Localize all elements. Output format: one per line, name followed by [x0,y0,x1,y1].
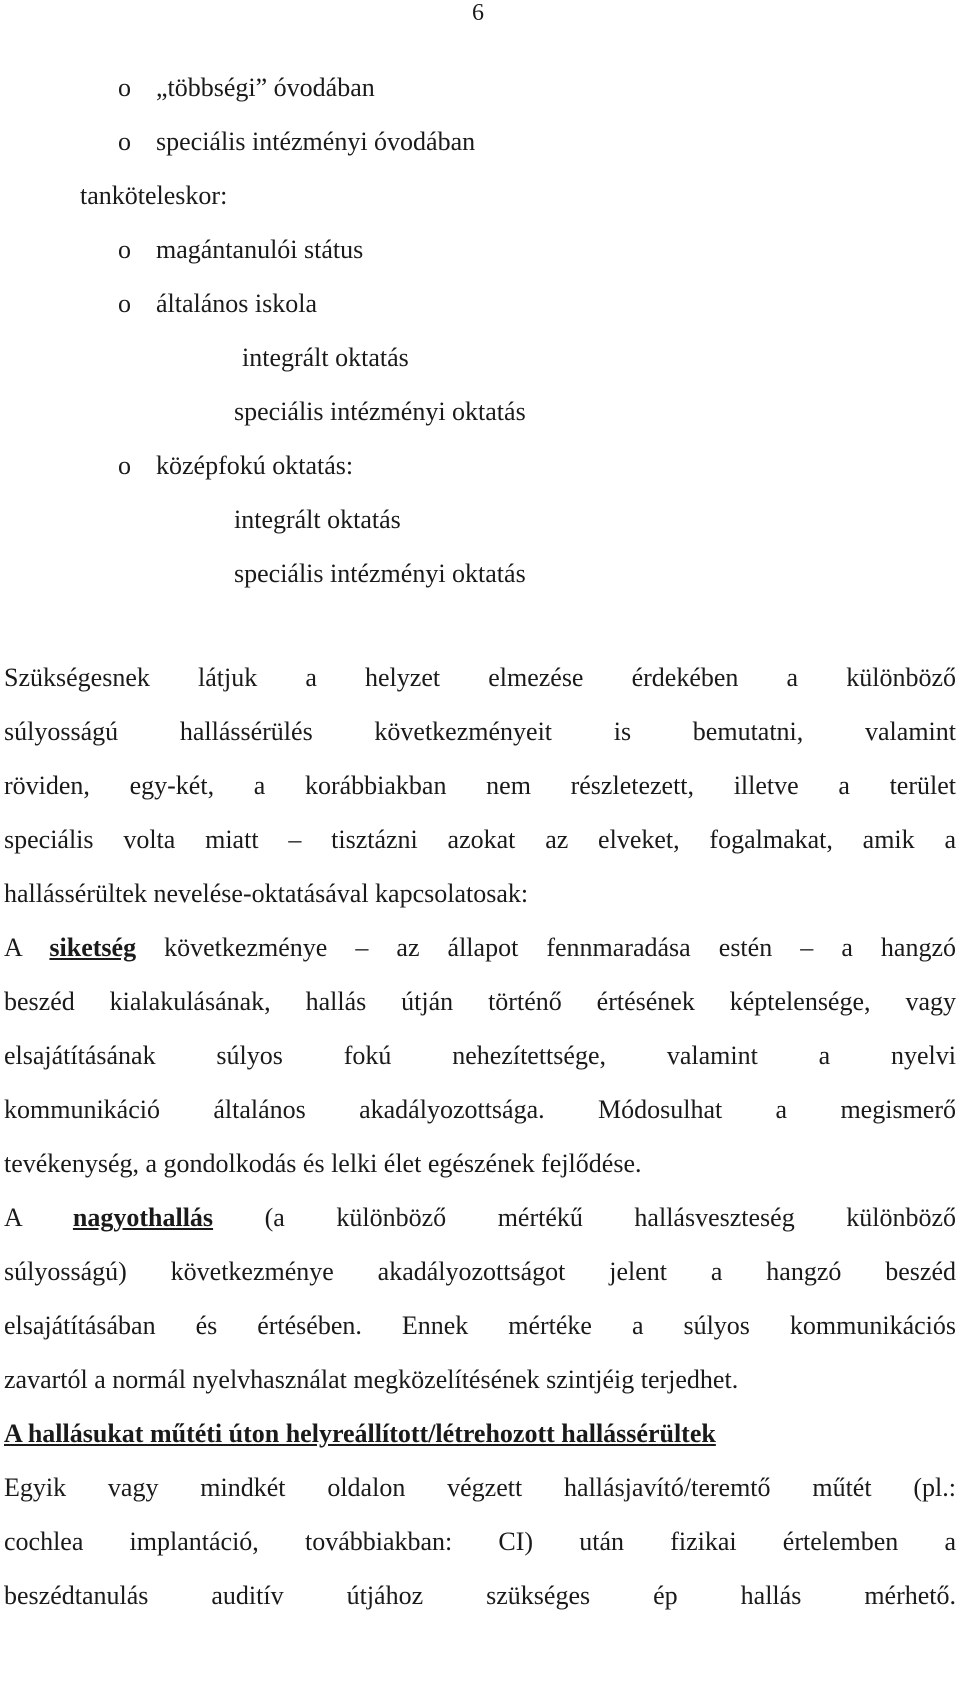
paragraph-line: röviden, egy-két, a korábbiakban nem részletezett, illetve a terület [4,771,956,800]
paragraph-line: speciális volta miatt – tisztázni azokat az elveket, fogalmakat, amik a [4,825,956,854]
text-run: következménye – az állapot fennmaradása estén – a hangzó [164,933,956,962]
section-heading [4,1418,716,1450]
paragraph-line: kommunikáció általános akadályozottsága. Módosulhat a megismerő [4,1095,956,1124]
list-item-text: magántanulói státus [156,235,364,264]
list-item-text: „többségi” óvodában [156,73,375,102]
sub-list-item: integrált oktatás [242,343,409,372]
list-item [118,72,375,104]
list-item-text: speciális intézményi óvodában [156,127,476,156]
list-heading: tanköteleskor: [80,181,228,210]
bullet-marker: o [118,127,131,156]
sub-list-item: integrált oktatás [234,505,401,534]
paragraph-line: súlyosságú hallássérülés következményeit is bemutatni, valamint [4,717,956,746]
bullet-marker: o [118,235,131,264]
paragraph-line: beszéd kialakulásának, hallás útján történő értésének képtelensége, vagy [4,987,956,1016]
paragraph-line: Egyik vagy mindkét oldalon végzett hallásjavító/teremtő műtét (pl.: [4,1473,956,1502]
paragraph-line: elsajátításának súlyos fokú nehezítettsége, valamint a nyelvi [4,1041,956,1070]
paragraph-line: zavartól a normál nyelvhasználat megközelítésének szintjéig terjedhet. [4,1365,739,1394]
section-heading-text: A hallásukat műtéti úton helyreállított/létrehozott hallássérültek [4,1419,716,1448]
text-run: A [4,1203,22,1232]
sub-list-item: speciális intézményi oktatás [234,397,526,426]
list-item-text: általános iskola [156,289,318,318]
bullet-marker: o [118,73,131,102]
paragraph-line: tevékenység, a gondolkodás és lelki élet egészének fejlődése. [4,1149,642,1178]
term-nagyothallas: nagyothallás [72,1203,214,1232]
page-number: 6 [472,0,484,26]
sub-list-item: speciális intézményi oktatás [234,559,526,588]
list-item [118,450,353,482]
paragraph-line [4,1202,956,1234]
paragraph-line [4,932,956,964]
paragraph-line: beszédtanulás auditív útjához szükséges ép hallás mérhető. [4,1581,956,1610]
bullet-marker: o [118,451,131,480]
list-item [118,234,363,266]
paragraph-line: súlyosságú) következménye akadályozottságot jelent a hangzó beszéd [4,1257,956,1286]
paragraph-line: Szükségesnek látjuk a helyzet elmezése érdekében a különböző [4,663,956,692]
text-run: A [4,933,22,962]
term-siketseg: siketség [49,933,137,962]
paragraph-line: hallássérültek nevelése-oktatásával kapcsolatosak: [4,879,529,908]
list-item-text: középfokú oktatás: [156,451,354,480]
bullet-marker: o [118,289,131,318]
paragraph-line: cochlea implantáció, továbbiakban: CI) után fizikai értelemben a [4,1527,956,1556]
text-run: (a különböző mértékű hallásveszteség különböző [264,1203,957,1232]
list-item [118,126,475,158]
list-item [118,288,317,320]
paragraph-line: elsajátításában és értésében. Ennek mértéke a súlyos kommunikációs [4,1311,956,1340]
